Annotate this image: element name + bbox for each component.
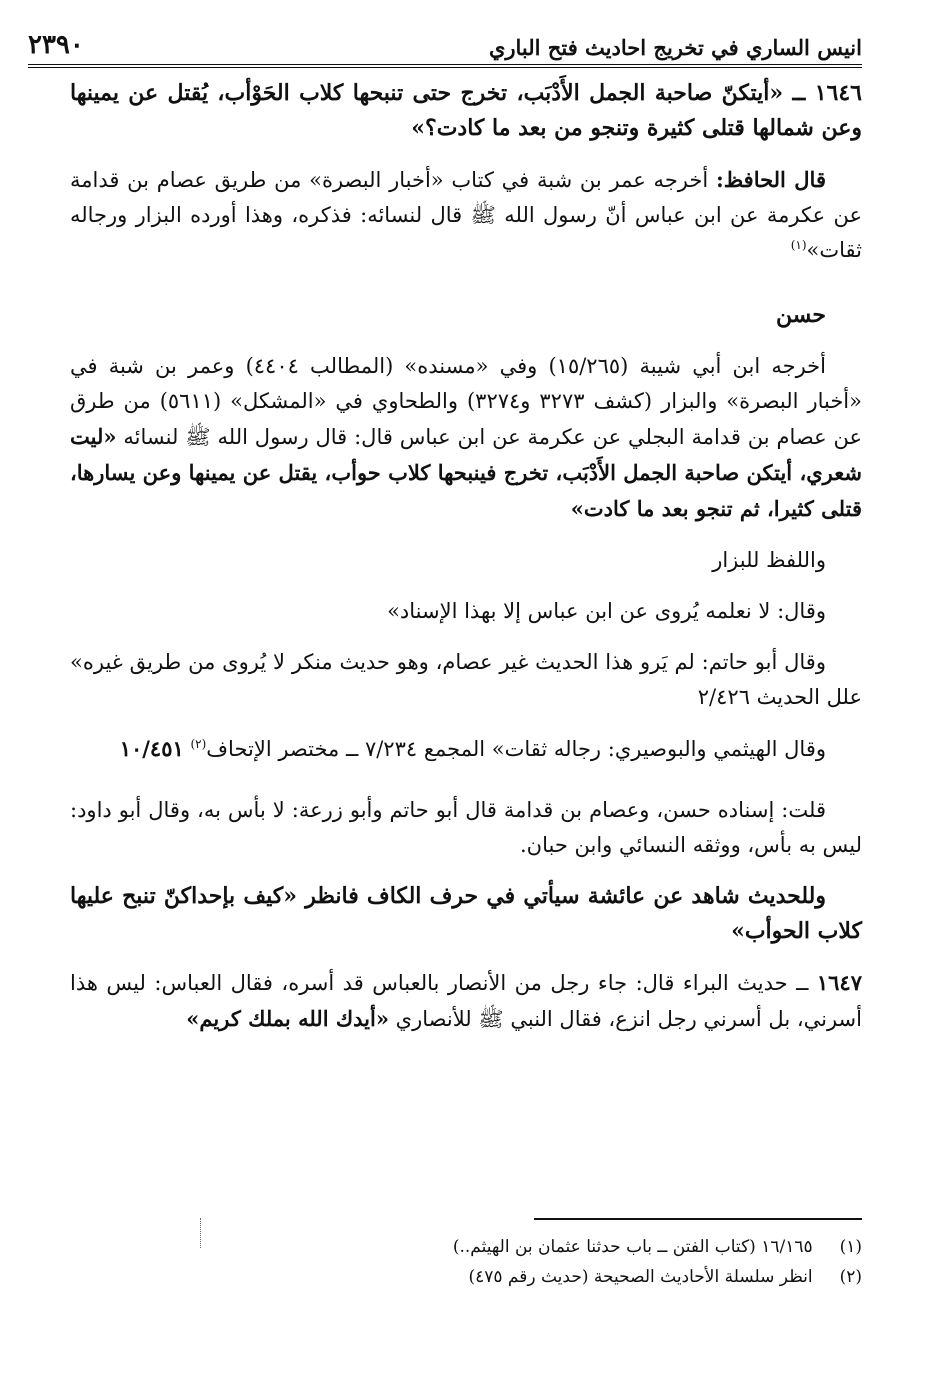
haythami-text: وقال الهيثمي والبوصيري: رجاله ثقات» المجمع ٧/٢٣٤ ــ مختصر الإتحاف [206, 737, 826, 761]
grade: حسن [776, 302, 826, 328]
hadith-text: ــ حديث البراء قال: جاء رجل من الأنصار بالعباس قد أسره، فقال العباس: ليس هذا أسرني، بل أسرني رجل انزع، فقال النبي ﷺ للأنصاري [70, 971, 862, 1031]
hadith-number: ١٦٤٧ [816, 970, 862, 995]
footnote-2 [70, 1262, 862, 1292]
takhrij-paragraph [70, 349, 862, 527]
abu-hatim-statement: وقال أبو حاتم: لم يَرو هذا الحديث غير عصام، وهو حديث منكر لا يُروى من طريق غيره» علل الحديث ٢/٤٢٦ [70, 650, 862, 709]
hadith-number: ١٦٤٦ [814, 80, 862, 106]
running-title: انيس الساري في تخريج احاديث فتح الباري [488, 35, 862, 60]
bazzar-statement: وقال: لا نعلمه يُروى عن ابن عباس إلا بهذا الإسناد» [387, 599, 826, 623]
footnote-text: انظر سلسلة الأحاديث الصحيحة (حديث رقم ٤٧٥) [468, 1267, 813, 1287]
haythami-statement [70, 731, 862, 767]
footnote-1 [70, 1232, 862, 1262]
hadith-1646 [70, 76, 862, 146]
takhrij-intro: أخرجه ابن أبي شيبة (١٥/٢٦٥) وفي «مسنده» (المطالب ٤٤٠٤) وعمر بن شبة في «أخبار البصرة» والبزار (كشف ٣٢٧٣ و٣٢٧٤) والطحاوي في «المشكل» (٥٦١١) من طرق عن عصام بن قدامة البجلي عن عكرمة عن ابن عباس قال: قال رسول الله ﷺ لنسائه [70, 354, 862, 449]
footnote-number: (٢) [839, 1267, 862, 1287]
hafiz-paragraph [70, 162, 862, 268]
hadith-text: ــ «أيتكنّ صاحبة الجمل الأَدْبَب، تخرج حتى تنبحها كلاب الحَوْأب، يُقتل عن يمينها وعن شمالها قتلى كثيرة وتنجو من بعد ما كادت؟» [70, 80, 862, 141]
lafz-note: واللفظ للبزار [712, 548, 826, 572]
page-body [70, 76, 862, 1037]
author-verdict: قلت: إسناده حسن، وعصام بن قدامة قال أبو حاتم وأبو زرعة: لا بأس به، وقال أبو داود: ليس به بأس، ووثقه النسائي وابن حبان. [70, 798, 862, 857]
footnote-number: (١) [839, 1237, 862, 1257]
footnote-ref-2: (٢) [190, 737, 207, 751]
hadith-quote: «أيدك الله بملك كريم» [186, 1006, 389, 1031]
hafiz-label: قال الحافظ: [715, 167, 826, 192]
shahid-paragraph: وللحديث شاهد عن عائشة سيأتي في حرف الكاف فانظر «كيف بإحداكنّ تنبح عليها كلاب الحوأب» [70, 883, 862, 944]
page-number: ٢٣٩٠ [28, 30, 84, 60]
footnotes [70, 1232, 862, 1292]
takhrij-matn: «ليت شعري، أيتكن صاحبة الجمل الأَدْبَب، تخرج فينبحها كلاب حوأب، يقتل عن يمينها وعن يسارها، قتلى كثيرا، ثم تنجو بعد ما كادت» [70, 424, 862, 521]
footnote-separator [534, 1218, 862, 1220]
hafiz-text: أخرجه عمر بن شبة في كتاب «أخبار البصرة» من طريق عصام بن قدامة عن عكرمة عن ابن عباس أنّ رسول الله ﷺ قال لنسائه: فذكره، وهذا أورده البزار ورجاله ثقات» [70, 168, 862, 262]
page-header [28, 14, 862, 68]
footnote-ref-1: (١) [790, 238, 807, 252]
haythami-ref: ١٠/٤٥١ [119, 736, 184, 761]
footnote-text: ١٦/١٦٥ (كتاب الفتن ــ باب حدثنا عثمان بن الهيثم..) [452, 1237, 813, 1257]
hadith-1647 [70, 965, 862, 1037]
